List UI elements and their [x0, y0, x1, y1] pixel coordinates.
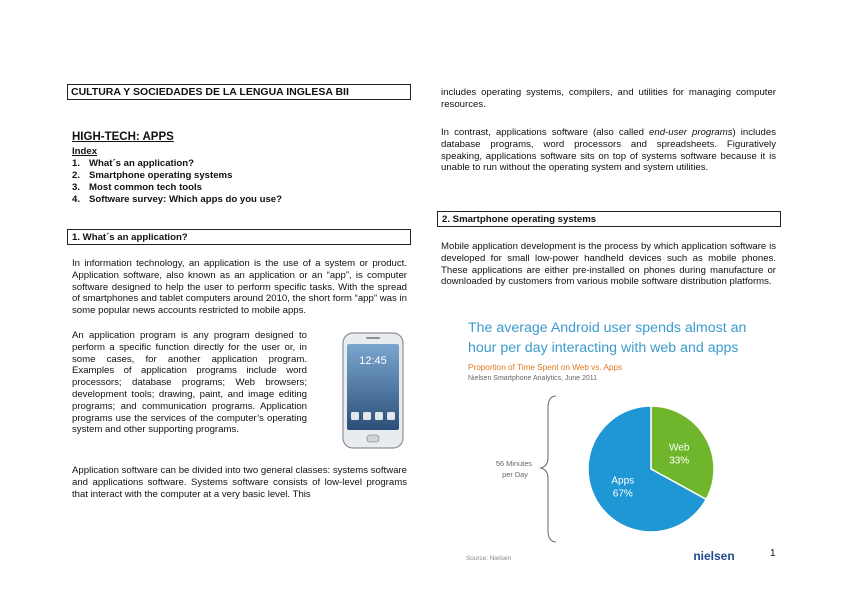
header-title: CULTURA Y SOCIEDADES DE LA LENGUA INGLESA BII: [71, 86, 349, 98]
nielsen-logo: nielsen: [693, 549, 735, 563]
page-number: 1: [770, 548, 776, 559]
index-item: 2. Smartphone operating systems: [72, 170, 233, 181]
index-label: Index: [72, 146, 98, 157]
chart-brace: [541, 396, 556, 542]
pie-label-web: Web: [669, 442, 690, 454]
index-item: 4. Software survey: Which apps do you use?: [72, 194, 282, 205]
paragraph-application-program: An application program is any program designed to perform a specific function directly for the user or, in some cases, for another application program. Examples of application programs include word processors; database programs; Web browsers; development tools; drawing, paint, and image editing programs; and communication programs. Application programs use the services of the computer’s operating system and other supporting programs.: [72, 330, 307, 436]
section1-heading: 1. What´s an application?: [72, 232, 188, 243]
paragraph-mobile-development: Mobile application development is the process by which application software is developed for small low-power handheld devices such as mobile phones. These applications are either pre-installed on phones during manufacture or downloaded by customers from various mobile software distribution platforms.: [441, 241, 776, 288]
smartphone-image: [340, 332, 406, 453]
chart-title-line2: hour per day interacting with web and apps: [468, 340, 739, 356]
header-title-box: [67, 84, 411, 100]
index-list: [72, 158, 282, 206]
chart-source-line: Nielsen Smartphone Analytics, June 2011: [468, 375, 598, 382]
pie-value-apps: 67%: [612, 488, 633, 500]
pie-label-apps: Apps: [611, 475, 635, 487]
chart-subtitle: Proportion of Time Spent on Web vs. Apps: [468, 363, 623, 372]
paragraph-general-classes: Application software can be divided into two general classes: systems software and applications software. Systems software consists of low-level programs that interact with the computer at a very basic level. This: [72, 465, 407, 500]
paragraph-contrast: In contrast, applications software (also called end-user programs) includes database programs, word processors and spreadsheets. Figuratively speaking, applications software sits on top of systems software because it is unable to run without the operating system and system utilities.: [441, 127, 776, 174]
android-usage-chart: [448, 316, 778, 566]
chart-center-note-1: 56 Minutes: [495, 459, 532, 468]
section2-heading: 2. Smartphone operating systems: [442, 214, 597, 225]
index-item: 3. Most common tech tools: [72, 182, 202, 193]
phone-clock: 12:45: [359, 355, 387, 367]
paragraph-continued: includes operating systems, compilers, and utilities for managing computer resources.: [441, 87, 776, 110]
chart-footer-source: Source: Nielsen: [466, 555, 512, 562]
pie-value-web: 33%: [669, 455, 690, 467]
index-item: 1. What´s an application?: [72, 158, 195, 169]
chart-center-note-2: per Day: [502, 470, 528, 479]
chart-title-line1: The average Android user spends almost an: [468, 320, 747, 336]
paragraph-definition: In information technology, an application is the use of a system or product. Application software, also known as an application or an “app”, is computer software designed to help the user to perform specific tasks. With the spread of smartphones and tablet computers around 2010, the short form “app” was in some popular news accounts restricted to mobile apps.: [72, 258, 407, 317]
pie-chart: [588, 406, 714, 532]
emphasis-end-user-programs: end-user programs: [649, 127, 733, 138]
section1-heading-box: [67, 229, 411, 245]
topic-title: HIGH-TECH: APPS: [72, 131, 174, 143]
section2-heading-box: [437, 211, 781, 227]
